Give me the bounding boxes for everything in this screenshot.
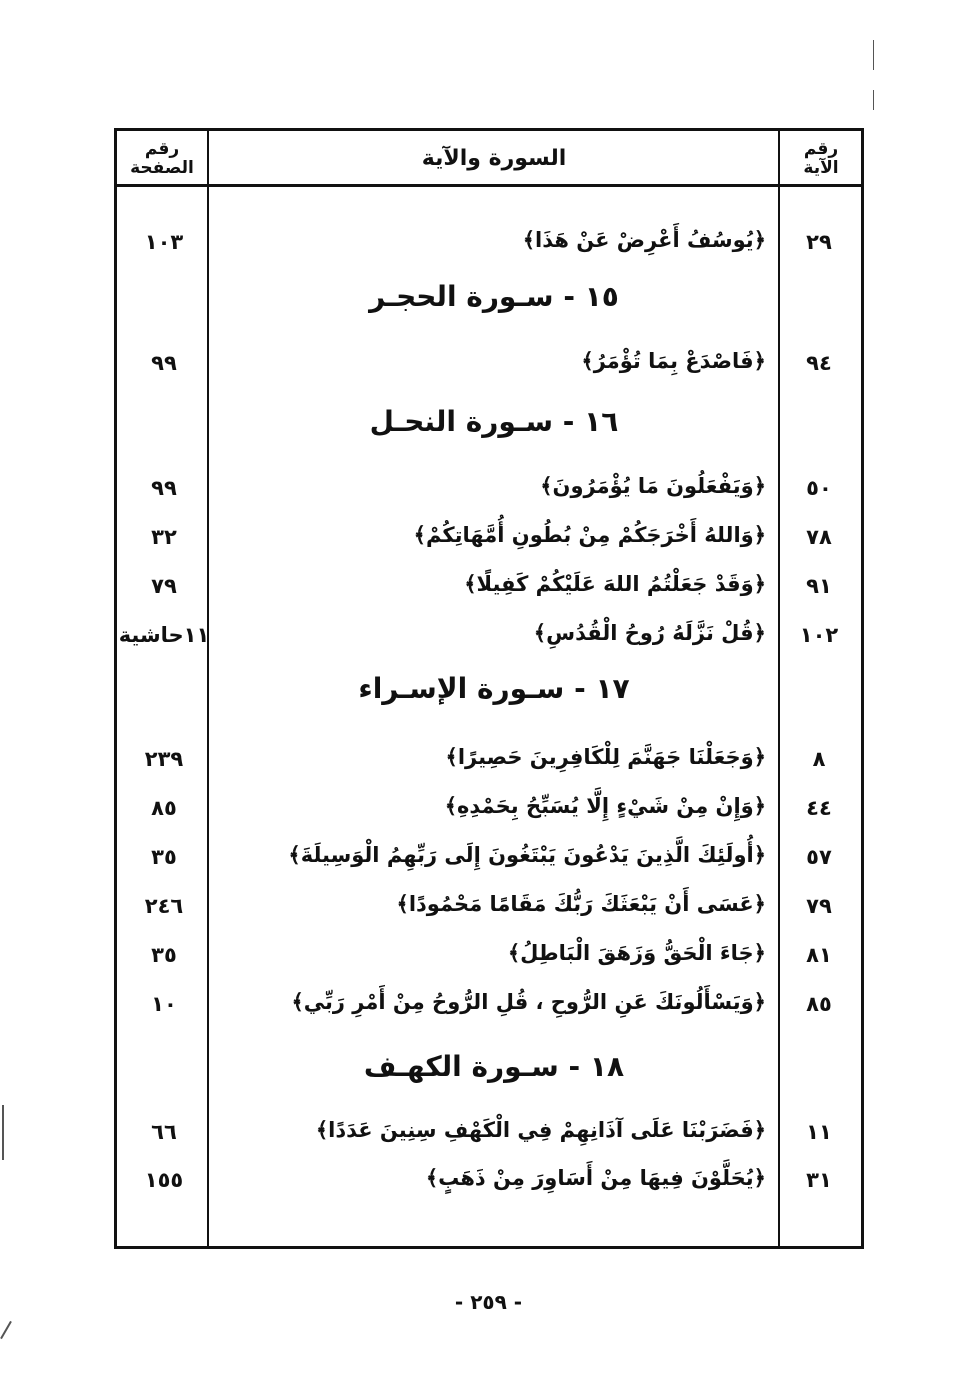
scan-margin-mark xyxy=(873,40,874,70)
header-divider xyxy=(114,184,864,187)
ayah-number: ٨ xyxy=(812,747,826,771)
index-row xyxy=(118,788,860,828)
surah-heading: ١٨ - سـورة الكهـف xyxy=(363,1050,625,1083)
index-row xyxy=(118,343,860,383)
page-column-divider xyxy=(207,128,209,1249)
page-reference: ٢٣٩ xyxy=(144,747,184,771)
ayah-column-divider xyxy=(778,128,780,1249)
ayah-number: ٤٤ xyxy=(806,796,832,820)
verse-text: ﴿وَجَعَلْنَا جَهَنَّمَ لِلْكَافِرِينَ حَصِيرًا﴾ xyxy=(445,745,766,769)
page-reference: ١٠٣ xyxy=(144,230,184,254)
verse-text: ﴿وَإِنْ مِنْ شَيْءٍ إِلَّا يُسَبِّحُ بِحَمْدِهِ﴾ xyxy=(444,794,766,818)
page-reference: ٦٦ xyxy=(151,1120,177,1144)
page-number: - ٢٥٩ - xyxy=(454,1290,523,1314)
page-reference: ٣٢ xyxy=(151,525,177,549)
index-row xyxy=(118,739,860,779)
scan-margin-mark xyxy=(873,90,874,110)
verse-text: ﴿يُحَلَّوْنَ فِيهَا مِنْ أَسَاوِرَ مِنْ ذَهَبٍ﴾ xyxy=(425,1166,766,1190)
index-row xyxy=(118,615,860,655)
surah-heading: ١٧ - سـورة الإسـراء xyxy=(358,672,630,705)
verse-text: ﴿فَضَرَبْنَا عَلَى آذَانِهِمْ فِي الْكَهْفِ سِنِينَ عَدَدًا﴾ xyxy=(315,1118,766,1142)
page-reference: ١٠ xyxy=(151,992,177,1016)
page-reference: ١١حاشية xyxy=(118,623,210,647)
verse-text: ﴿أُولَئِكَ الَّذِينَ يَدْعُونَ يَبْتَغُونَ إِلَى رَبِّهِمُ الْوَسِيلَةَ﴾ xyxy=(288,843,766,867)
verse-text: ﴿وَيَفْعَلُونَ مَا يُؤْمَرُونَ﴾ xyxy=(540,474,766,498)
page-reference: ٢٤٦ xyxy=(144,894,184,918)
index-row xyxy=(118,837,860,877)
verse-text: ﴿عَسَى أَنْ يَبْعَثَكَ رَبُّكَ مَقَامًا مَحْمُودًا﴾ xyxy=(396,892,766,916)
header-page-number xyxy=(117,136,207,182)
surah-heading: ١٥ - سـورة الحجـر xyxy=(369,280,619,313)
header-page-line2: الصفحة xyxy=(130,158,194,178)
ayah-number: ٣١ xyxy=(806,1168,832,1192)
verse-text: ﴿يُوسُفُ أَعْرِضْ عَنْ هَذَا﴾ xyxy=(522,228,766,252)
page-reference: ١٥٥ xyxy=(144,1168,184,1192)
index-row xyxy=(118,566,860,606)
ayah-number: ١٠٢ xyxy=(799,623,839,647)
ayah-number: ٨١ xyxy=(806,943,832,967)
ayah-number: ٥٠ xyxy=(806,476,832,500)
index-row xyxy=(118,1160,860,1200)
index-row xyxy=(118,886,860,926)
verse-text: ﴿جَاءَ الْحَقُّ وَزَهَقَ الْبَاطِلُ﴾ xyxy=(507,941,766,965)
ayah-number: ٩٤ xyxy=(806,351,832,375)
index-row xyxy=(118,1112,860,1152)
header-page-line1: رقم xyxy=(144,139,180,160)
scan-margin-mark xyxy=(2,1105,4,1160)
ayah-number: ١١ xyxy=(806,1120,832,1144)
header-surah-and-verse: السورة والآية xyxy=(421,145,567,171)
ayah-number: ٨٥ xyxy=(806,992,832,1016)
page-reference: ٧٩ xyxy=(151,574,177,598)
header-ayah-number xyxy=(780,136,862,182)
ayah-number: ٩١ xyxy=(806,574,832,598)
ayah-number: ٧٩ xyxy=(806,894,832,918)
page-reference: ٩٩ xyxy=(151,476,177,500)
verse-text: ﴿فَاصْدَعْ بِمَا تُؤْمَرُ﴾ xyxy=(581,349,766,373)
index-row xyxy=(118,222,860,262)
index-row xyxy=(118,935,860,975)
page-reference: ٣٥ xyxy=(151,845,177,869)
verse-text: ﴿قُلْ نَزَّلَهُ رُوحُ الْقُدُسِ﴾ xyxy=(533,621,766,645)
scan-margin-mark xyxy=(0,1321,12,1339)
page-reference: ٩٩ xyxy=(151,351,177,375)
index-row xyxy=(118,984,860,1024)
header-ayah-line1: رقم xyxy=(803,139,839,160)
page-reference: ٣٥ xyxy=(151,943,177,967)
surah-heading: ١٦ - سـورة النحـل xyxy=(369,405,619,438)
ayah-number: ٢٩ xyxy=(806,230,832,254)
ayah-number: ٧٨ xyxy=(806,525,832,549)
index-row xyxy=(118,517,860,557)
verse-text: ﴿وَقَدْ جَعَلْتُمُ اللهَ عَلَيْكُمْ كَفِيلًا﴾ xyxy=(464,572,766,596)
header-ayah-line2: الآية xyxy=(803,158,839,178)
page-reference: ٨٥ xyxy=(151,796,177,820)
verse-text: ﴿وَيَسْأَلُونَكَ عَنِ الرُّوحِ ، قُلِ الرُّوحُ مِنْ أَمْرِ رَبِّي﴾ xyxy=(291,990,766,1014)
verse-text: ﴿وَاللهُ أَخْرَجَكُمْ مِنْ بُطُونِ أُمَّهَاتِكُمْ﴾ xyxy=(413,523,766,547)
ayah-number: ٥٧ xyxy=(806,845,832,869)
index-row xyxy=(118,468,860,508)
